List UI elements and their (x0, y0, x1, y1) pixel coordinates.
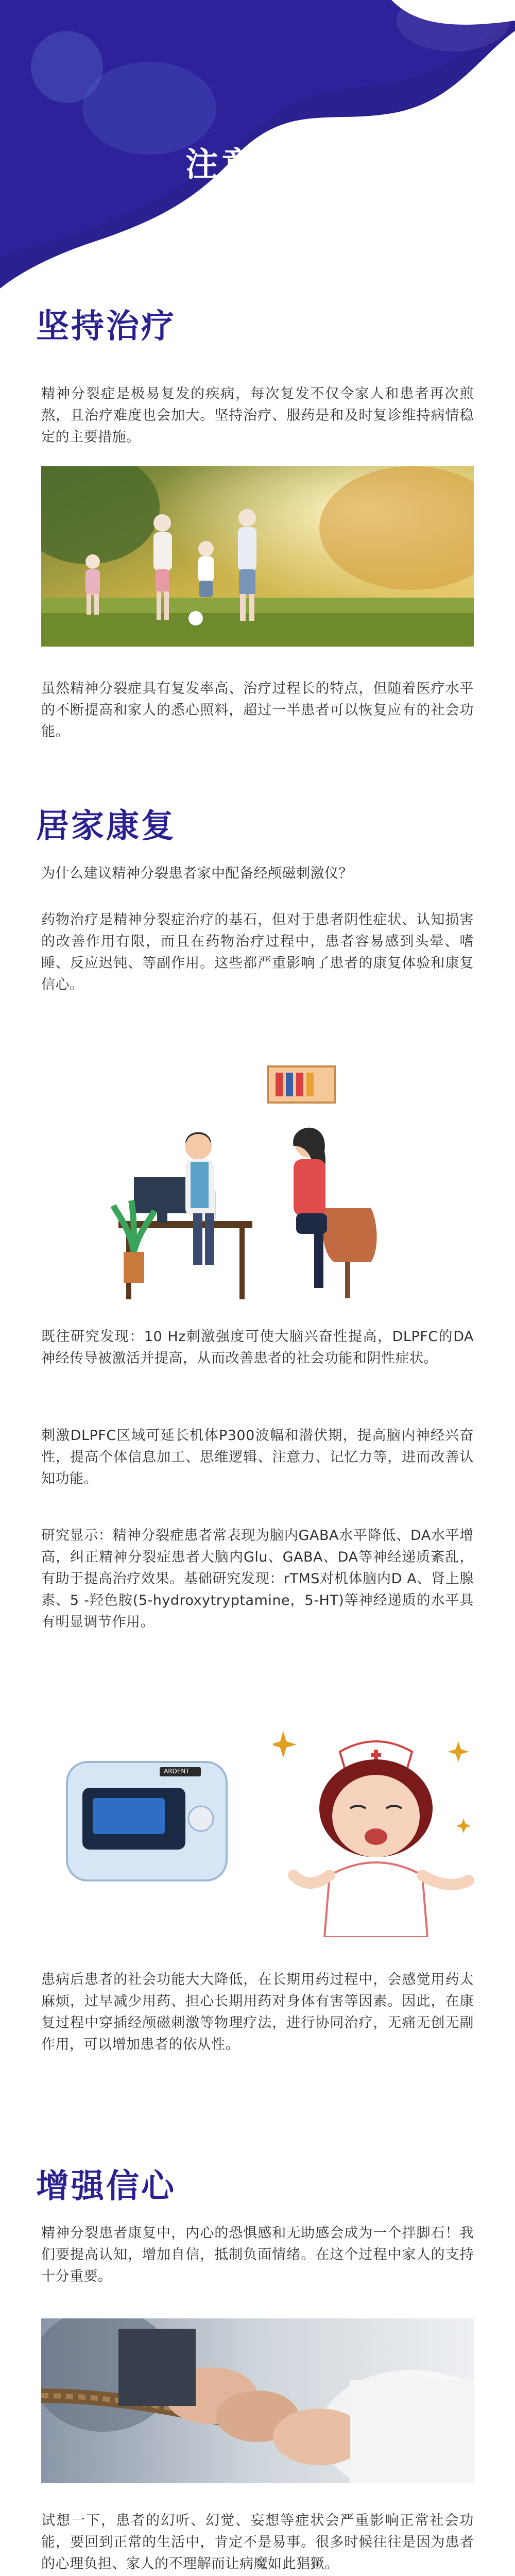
device-brand-label: ARDENT (164, 1768, 190, 1775)
paragraph: 精神分裂症是极易复发的疾病，每次复发不仅令家人和患者再次煎熬，且治疗难度也会加大。坚持治疗、服药是和及时复诊维持病情稳定的主要措施。 (41, 386, 474, 445)
hands-holding-rope-photo (41, 2318, 474, 2483)
nurse-illustration (273, 1721, 479, 1937)
paragraph: 试想一下，患者的幻听、幻觉、妄想等症状会严重影响正常社会功能，要回到正常的生活中，肯定不是易事。很多时候往往是因为患者的心理负担、家人的不理解而让病魔如此猖獗。 (41, 2513, 474, 2572)
doctor-patient-illustration (103, 1061, 412, 1309)
paragraph: 药物治疗是精神分裂症治疗的基石，但对于患者阴性症状、认知损害的改善作用有限，而且在药物治疗过程中，患者容易感到头晕、嗜睡、反应迟钝、等副作用。这些都严重影响了患者的康复体验和康复信心。 (41, 912, 474, 993)
page-title: 注意事项 (185, 146, 330, 184)
paragraph: 既往研究发现：10 Hz刺激强度可使大脑兴奋性提高，DLPFC的DA神经传导被激活并提高，从而改善患者的社会功能和阴性症状。 (41, 1329, 474, 1366)
paragraph: 虽然精神分裂症具有复发率高、治疗过程长的特点，但随着医疗水平的不断提高和家人的悉心照料，超过一半患者可以恢复应有的社会功能。 (41, 681, 474, 740)
question-text: 为什么建议精神分裂患者家中配备经颅磁刺激仪？ (41, 866, 353, 882)
paragraph: 精神分裂患者康复中，内心的恐惧感和无助感会成为一个拌脚石！我们要提高认知，增加自信，抵制负面情绪。在这个过程中家人的支持十分重要。 (41, 2225, 474, 2284)
section-title-build-confidence: 增强信心 (36, 2167, 176, 2206)
paragraph: 刺激DLPFC区域可延长机体P300波幅和潜伏期，提高脑内神经兴奋性，提高个体信息加工、思维逻辑、注意力、记忆力等，进而改善认知功能。 (41, 1428, 474, 1487)
paragraph: 患病后患者的社会功能大大降低，在长期用药过程中，会感觉用药太麻烦，过早减少用药、担心长期用药对身体有害等因素。因此，在康复过程中穿插经颅磁刺激等物理疗法，进行协同治疗，无痛无创无副作用，可以增加患者的依从性。 (41, 1972, 474, 2053)
family-running-photo (41, 466, 474, 647)
tms-device-image (62, 1752, 232, 1886)
title-underline (216, 193, 299, 196)
paragraph: 研究显示：精神分裂症患者常表现为脑内GABA水平降低、DA水平增高，纠正精神分裂症患者大脑内Glu、GABA、DA等神经递质紊乱，有助于提高治疗效果。基础研究发现：rTMS对机体脑内D A、肾上腺素、5 -羟色胺(5-hydroxytryptamine，5-HT)等神经递质的水平具有明显调节作用。 (41, 1528, 474, 1630)
section-title-persist-treatment: 坚持治疗 (36, 308, 176, 346)
section-title-home-rehab: 居家康复 (36, 807, 176, 845)
